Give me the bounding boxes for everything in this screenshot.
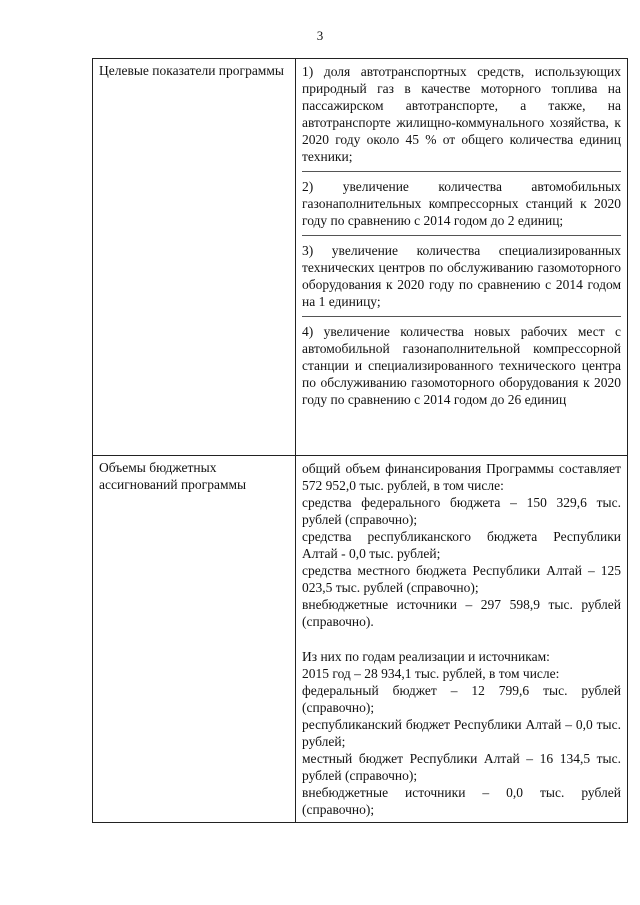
indicator-item: 2) увеличение количества автомобильных газонаполнительных компрессорных станций к 2020 году по сравнению с 2014 годом до 2 единиц; [302,171,621,235]
budget-paragraph: средства федерального бюджета – 150 329,6 тыс. рублей (справочно); [302,495,621,527]
row-label: Объемы бюджетных ассигнований программы [93,456,296,823]
budget-paragraph: внебюджетные источники – 297 598,9 тыс. рублей (справочно). [302,597,621,629]
budget-year-paragraph: внебюджетные источники – 0,0 тыс. рублей (справочно); [302,785,621,817]
table-row-target-indicators [93,59,628,456]
budget-paragraph: общий объем финансирования Программы составляет 572 952,0 тыс. рублей, в том числе: [302,461,621,493]
row-value [296,59,628,456]
budget-year-paragraph: республиканский бюджет Республики Алтай – 0,0 тыс. рублей; [302,717,621,749]
budget-paragraph: средства местного бюджета Республики Алтай – 125 023,5 тыс. рублей (справочно); [302,563,621,595]
paragraph-spacer [302,630,621,648]
budget-year-paragraph: 2015 год – 28 934,1 тыс. рублей, в том числе: [302,666,560,681]
row-label: Целевые показатели программы [93,59,296,456]
indicator-item: 4) увеличение количества новых рабочих мест с автомобильной газонаполнительной компрессорной станции и специализированного технического центра по обслуживанию газомоторного оборудования к 2020 году по сравнению с 2014 годом до 26 единиц [302,316,621,408]
budget-year-paragraph: федеральный бюджет – 12 799,6 тыс. рублей (справочно); [302,683,621,715]
program-passport-table [92,58,628,823]
budget-paragraph: средства республиканского бюджета Республики Алтай - 0,0 тыс. рублей; [302,529,621,561]
indicator-item: 1) доля автотранспортных средств, использующих природный газ в качестве моторного топлива на пассажирском автотранспорте, а также, на автотранспорте жилищно-коммунального хозяйства, к 2020 году около 45 % от общего количества единиц техники; [302,64,621,164]
budget-year-paragraph: Из них по годам реализации и источникам: [302,649,550,664]
indicator-item: 3) увеличение количества специализированных технических центров по обслуживанию газомоторного оборудования к 2020 году по сравнению с 2014 годом на 1 единицу; [302,235,621,316]
row-value [296,456,628,823]
budget-year-paragraph: местный бюджет Республики Алтай – 16 134,5 тыс. рублей (справочно); [302,751,621,783]
page-number: 3 [316,28,324,43]
table-row-budget-allocations [93,456,628,823]
